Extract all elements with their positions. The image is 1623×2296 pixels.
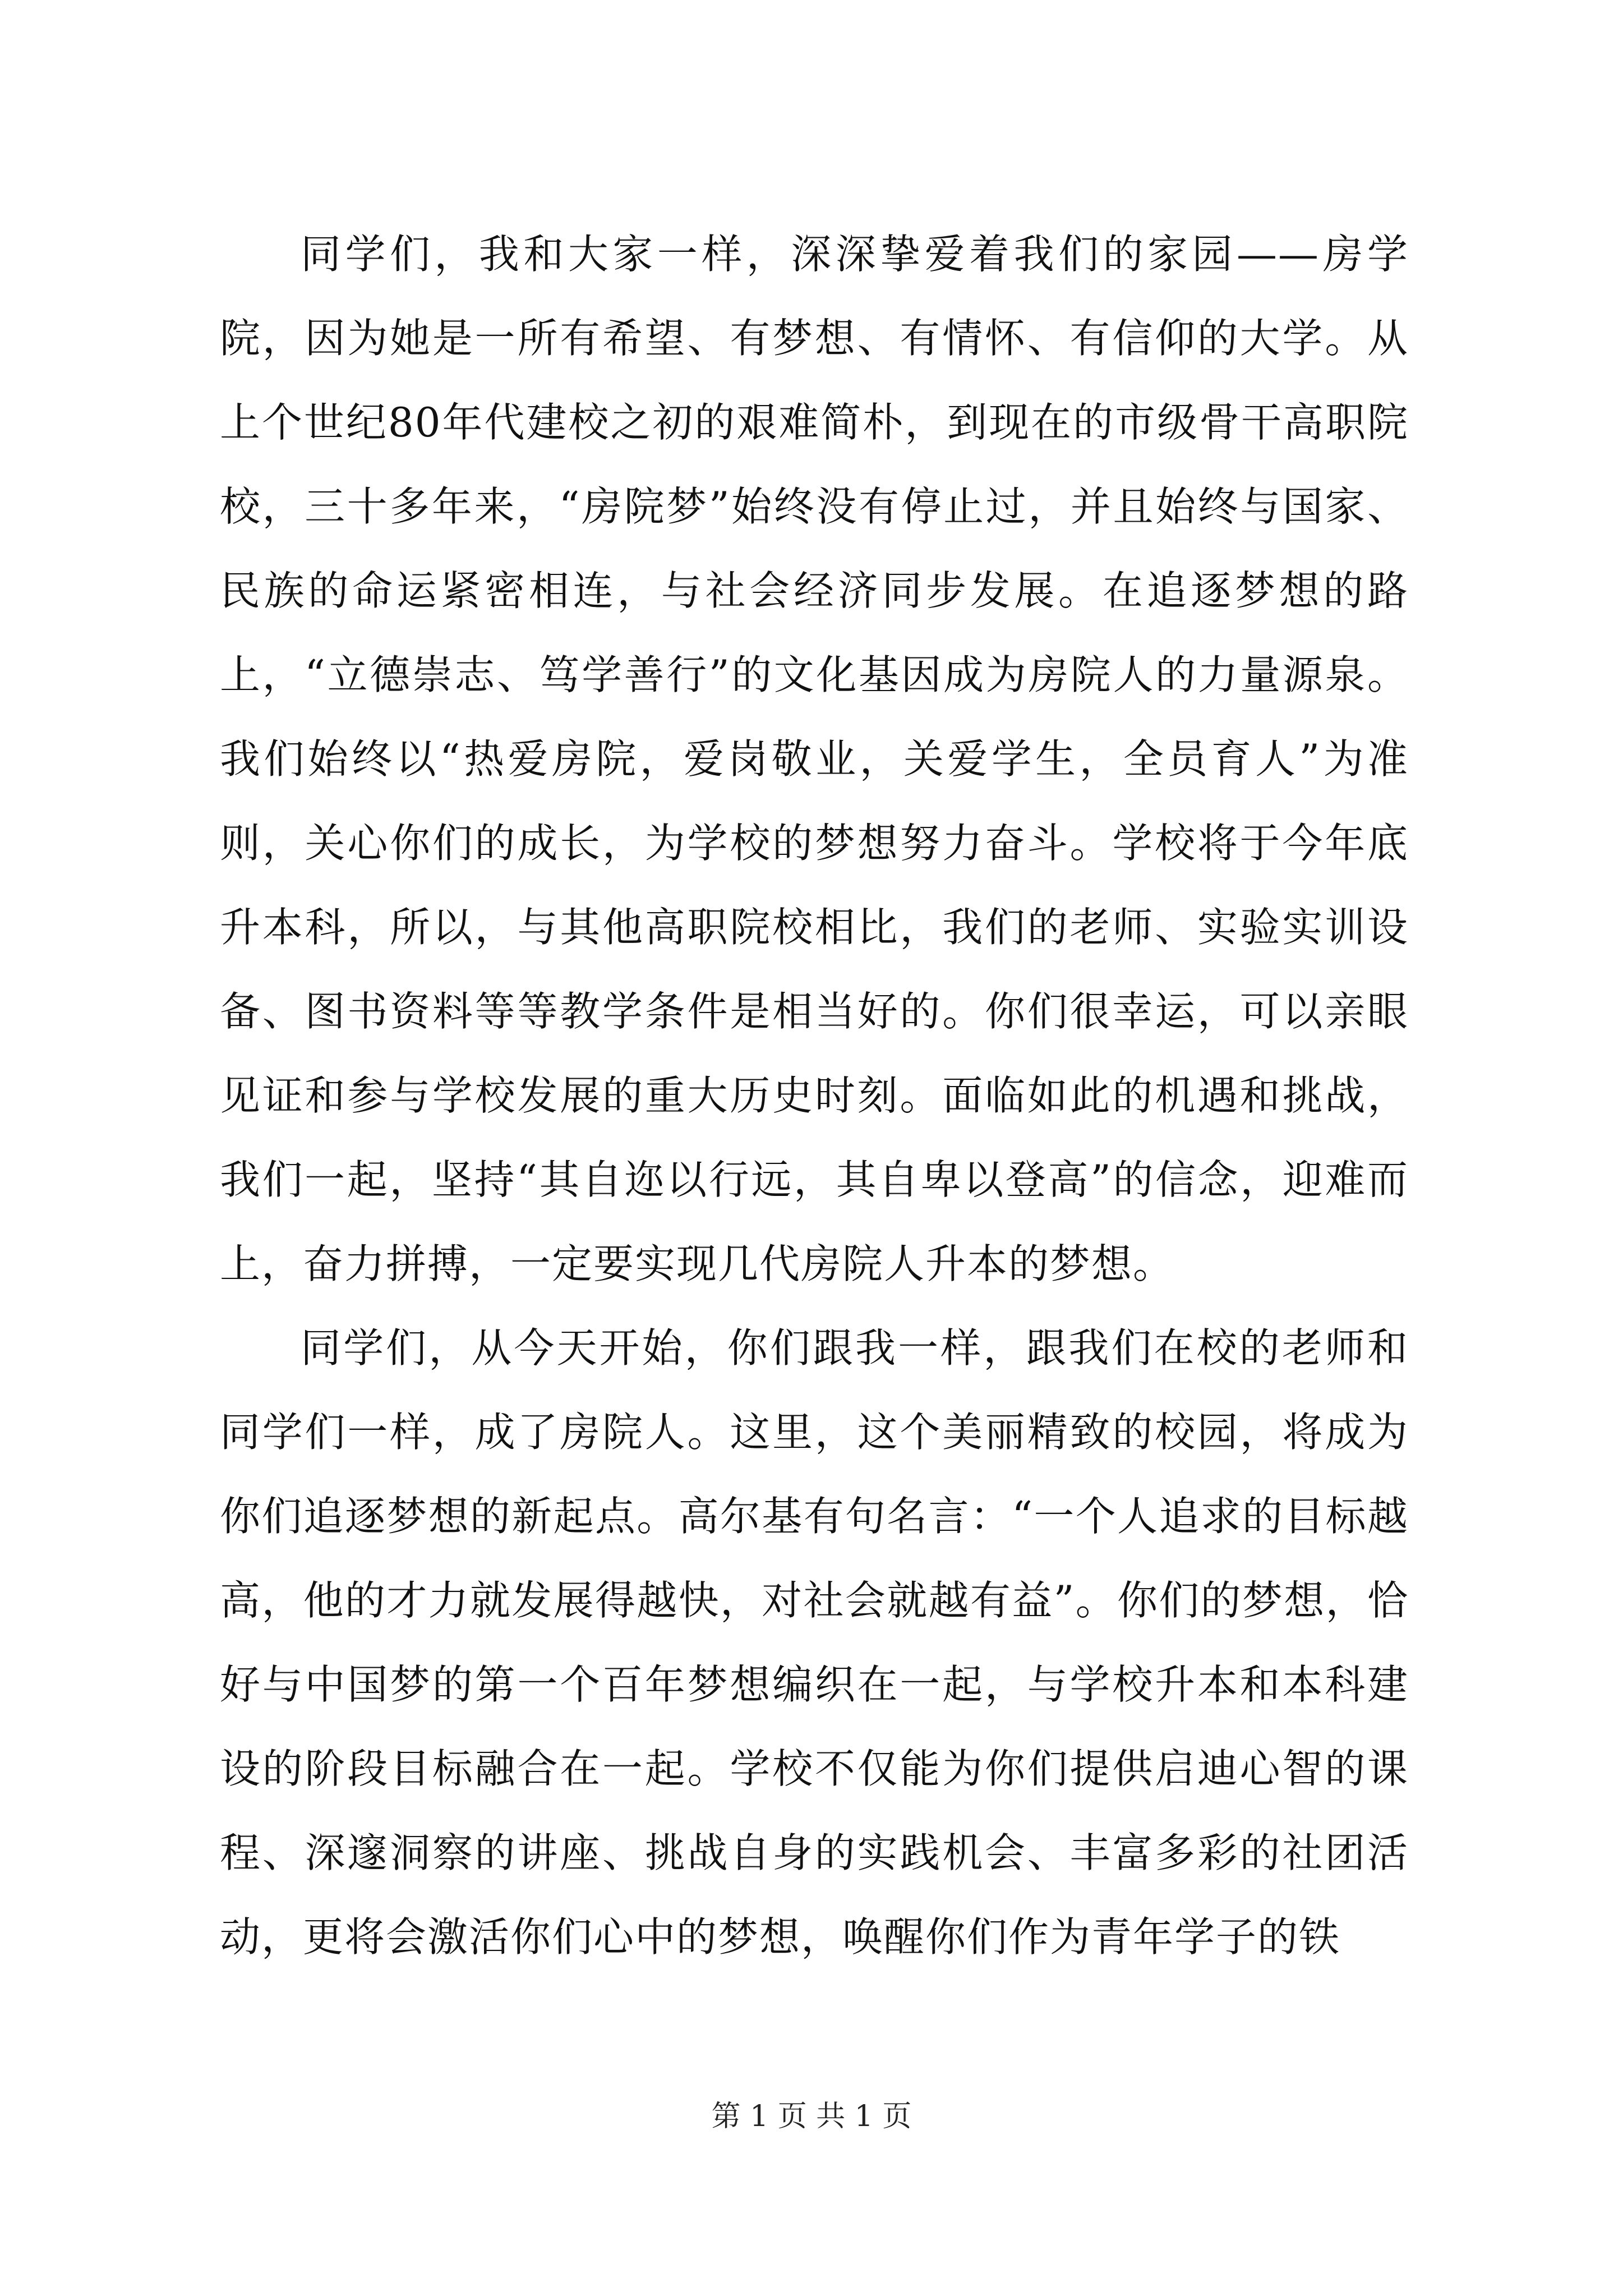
paragraph-2: 同学们，从今天开始，你们跟我一样，跟我们在校的老师和同学们一样，成了房院人。这里，这个美丽精致的校园，将成为你们追逐梦想的新起点。高尔基有句名言：“一个人追求的目标越高，他的才力就发展得越快，对社会就越有益”。你们的梦想，恰好与中国梦的第一个百年梦想编织在一起，与学校升本和本科建设的阶段目标融合在一起。学校不仅能为你们提供启迪心智的课程、深邃洞察的讲座、挑战自身的实践机会、丰富多彩的社团活动，更将会激活你们心中的梦想，唤醒你们作为青年学子的铁 <box>220 1324 1409 1961</box>
document-body <box>220 212 1409 1979</box>
paragraph-1: 同学们，我和大家一样，深深挚爱着我们的家园——房学院，因为她是一所有希望、有梦想、有情怀、有信仰的大学。从上个世纪80年代建校之初的艰难简朴，到现在的市级骨干高职院校，三十多年来，“房院梦”始终没有停止过，并且始终与国家、民族的命运紧密相连，与社会经济同步发展。在追逐梦想的路上，“立德崇志、笃学善行”的文化基因成为房院人的力量源泉。我们始终以“热爱房院，爱岗敬业，关爱学生，全员育人”为准则，关心你们的成长，为学校的梦想努力奋斗。学校将于今年底升本科，所以，与其他高职院校相比，我们的老师、实验实训设备、图书资料等等教学条件是相当好的。你们很幸运，可以亲眼见证和参与学校发展的重大历史时刻。面临如此的机遇和挑战，我们一起，坚持“其自迩以行远，其自卑以登高”的信念，迎难而上，奋力拼搏，一定要实现几代房院人升本的梦想。 <box>220 231 1409 1287</box>
page-footer: 第 1 页 共 1 页 <box>711 2100 912 2133</box>
